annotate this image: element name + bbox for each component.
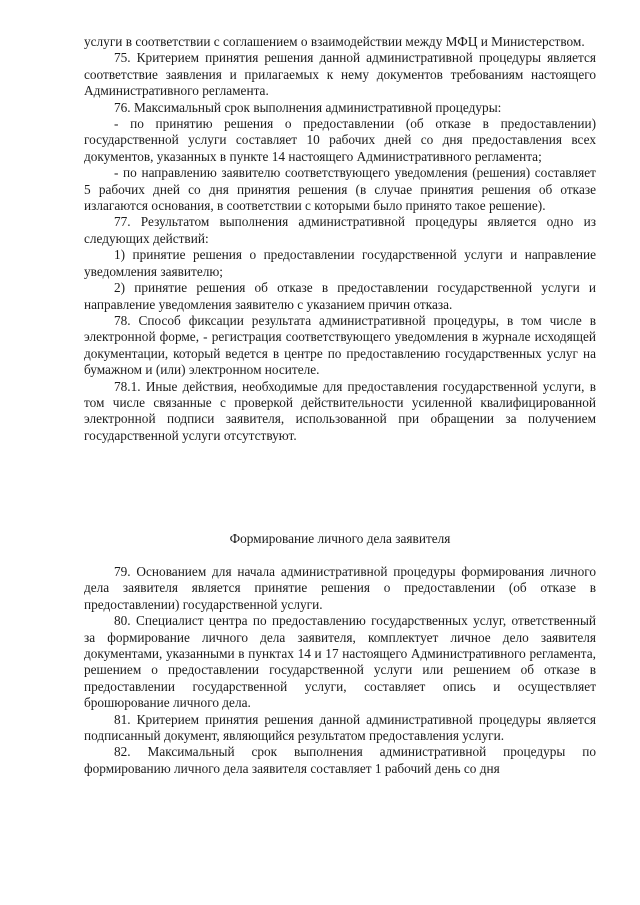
- paragraph-80: 80. Специалист центра по предоставлению государственных услуг, ответственный за формирование личного дела заявителя, комплектует личное дело заявителя документами, указанными в пунктах 14 и 17 настоящего Административного регламента, решением о предоставлении государственной услуги или решением об отказе в предоставлении государственной услуги, составляет опись и осуществляет брошюрование личного дела.: [84, 613, 596, 711]
- paragraph-77-item-2: 2) принятие решения об отказе в предоставлении государственной услуги и направление уведомления заявителю с указанием причин отказа.: [84, 280, 596, 312]
- paragraph-77-item-1: 1) принятие решения о предоставлении государственной услуги и направление уведомления заявителю;: [84, 247, 596, 279]
- paragraph-78: 78. Способ фиксации результата административной процедуры, в том числе в электронной форме, - регистрация соответствующего уведомления в журнале исходящей документации, который ведется в центре по предоставлению государственных услуг на бумажном и (или) электронном носителе.: [84, 312, 596, 378]
- paragraph-78-1: 78.1. Иные действия, необходимые для предоставления государственной услуги, в том числе связанные с проверкой действительности усиленной квалифицированной электронной подписи заявителя, использованной при обращении за получением государственной услуги отсутствуют.: [84, 378, 596, 443]
- section-heading: Формирование личного дела заявителя: [229, 531, 451, 546]
- text-block-bottom: [84, 564, 596, 777]
- paragraph-76: 76. Максимальный срок выполнения административной процедуры:: [114, 99, 502, 115]
- paragraph-81: 81. Критерием принятия решения данной административной процедуры является подписанный документ, являющийся результатом предоставления услуги.: [84, 711, 596, 744]
- paragraph-82: 82. Максимальный срок выполнения административной процедуры по формированию личного дела заявителя составляет 1 рабочий день со дня: [84, 744, 596, 776]
- paragraph-76-item-1: - по принятию решения о предоставлении (об отказе в предоставлении) государственной услуги составляет 10 рабочих дней со дня предоставления всех документов, указанных в пункте 14 настоящего Административного регламента;: [84, 116, 596, 164]
- paragraph-79: 79. Основанием для начала административной процедуры формирования личного дела заявителя является принятие решения о предоставлении (об отказе в предоставлении) государственной услуги.: [84, 564, 596, 612]
- paragraph-75: 75. Критерием принятия решения данной административной процедуры является соответствие заявления и прилагаемых к нему документов требованиям настоящего Административного регламента.: [84, 50, 596, 99]
- paragraph: услуги в соответствии с соглашением о взаимодействии между МФЦ и Министерством.: [84, 34, 585, 49]
- text-block-top: [84, 34, 596, 444]
- paragraph-76-item-2: - по направлению заявителю соответствующего уведомления (решения) составляет 5 рабочих дней со дня принятия решения (в случае принятия решения об отказе излагаются основания, в соответствии с которыми было принято такое решение).: [84, 165, 596, 214]
- paragraph-77: 77. Результатом выполнения административной процедуры является одно из следующих действий:: [84, 214, 596, 246]
